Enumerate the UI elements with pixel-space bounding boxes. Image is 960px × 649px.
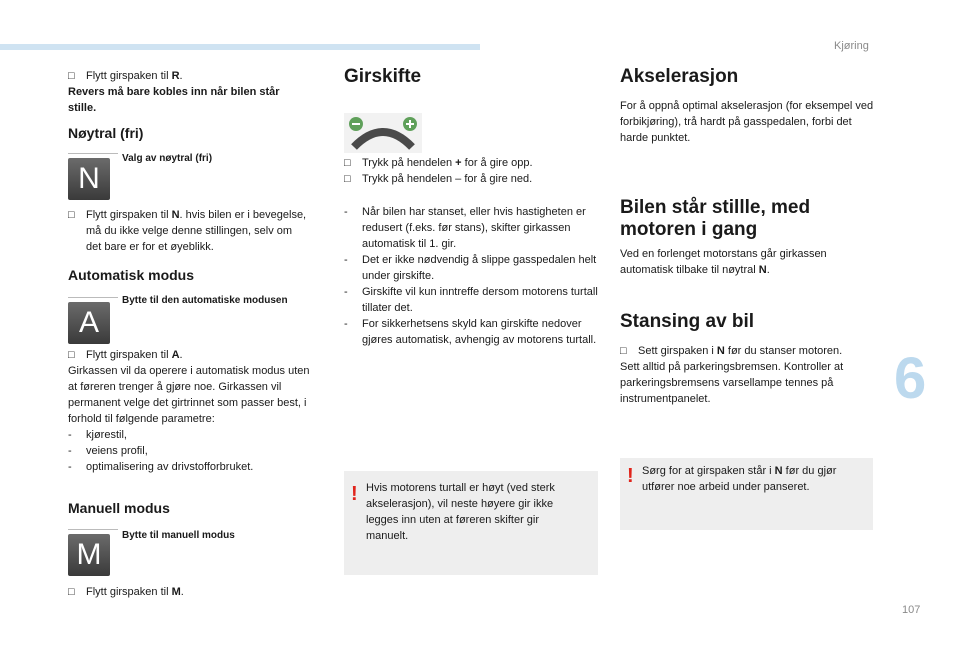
intro-bullet <box>68 68 308 84</box>
intro-bullet-text: Flytt girspaken til <box>86 70 172 82</box>
neutral-bullet-rest: . hvis bilen er i bevegelse, må du ikke velge denne stillingen, selv om det bare er for et øyeblikk. <box>86 209 307 253</box>
shift-down-bullet <box>344 171 594 187</box>
bullet-arrow-icon: □ <box>68 70 75 82</box>
gear-key-a: A <box>171 349 180 361</box>
standstill-heading-line1: Bilen står stillle, med <box>620 197 811 218</box>
list-item: - Det er ikke nødvendig å slippe gasspedalen helt under girskifte. <box>344 254 597 282</box>
neutral-caption: Valg av nøytral (fri) <box>122 153 213 164</box>
warning-box <box>344 471 598 575</box>
chapter-number: 6 <box>894 346 927 411</box>
gear-key-n: N <box>774 465 783 477</box>
standstill-heading <box>620 197 880 241</box>
stopping-bullet <box>620 343 878 359</box>
shift-up-bullet <box>344 155 594 171</box>
steering-wheel-paddles-icon <box>344 113 422 153</box>
column-1 <box>68 68 308 116</box>
list-item-text: optimalisering av drivstofforbruket. <box>86 461 254 473</box>
auto-body <box>68 347 313 475</box>
standstill-heading-line2: motoren i gang <box>620 219 758 240</box>
stopping-text: Sett alltid på parkeringsbremsen. Kontroller at parkeringsbremsens varsellampe tennes på instrumentpanelet. <box>620 361 844 405</box>
acceleration-text: For å oppnå optimal akselerasjon (for eksempel ved forbikjøring), trå hardt på gasspedalen, forbi det harde punktet. <box>620 100 874 144</box>
auto-caption: Bytte til den automatiske modusen <box>122 295 288 306</box>
stopping-body <box>620 343 878 407</box>
bullet-arrow-icon: □ <box>68 586 75 598</box>
list-item: - veiens profil, <box>68 445 148 457</box>
list-item-text: Når bilen har stanset, eller hvis hastigheten er redusert (f.eks. før stans), skifter girkassen automatisk til 1. gir. <box>362 206 586 250</box>
shifting-heading: Girskifte <box>344 66 422 87</box>
auto-bullet <box>68 347 313 363</box>
manual-bullet-text: Flytt girspaken til <box>86 586 172 598</box>
standstill-text-end: . <box>766 264 770 276</box>
shift-bullets <box>344 155 594 187</box>
manual-bullet-end: . <box>180 586 184 598</box>
warning-text: Hvis motorens turtall er høyt (ved sterk akselerasjon), vil neste høyere gir ikke legges inn uten at føreren skifter gir manuelt. <box>366 482 555 542</box>
divider <box>68 153 118 154</box>
bullet-arrow-icon: □ <box>344 157 351 169</box>
auto-text: Girkassen vil da operere i automatisk modus uten at føreren trenger å gjøre noe. Girkassen vil permanent velge det girtrinnet som passer best, i forhold til følgende parametre: <box>68 365 310 425</box>
shift-up-rest: for å gire opp. <box>461 157 533 169</box>
shift-down-text: Trykk på hendelen – for å gire ned. <box>362 173 533 185</box>
stopping-bullet-rest: før du stanser motoren. <box>724 345 843 357</box>
stopping-bullet-text: Sett girspaken i <box>638 345 717 357</box>
bullet-arrow-icon: □ <box>68 349 75 361</box>
stopping-heading: Stansing av bil <box>620 311 755 332</box>
exclamation-icon: ! <box>627 465 634 487</box>
gear-key-r: R <box>171 70 180 82</box>
gear-key-n: N <box>171 209 180 221</box>
acceleration-heading: Akselerasjon <box>620 66 739 87</box>
manual-heading: Manuell modus <box>68 500 170 516</box>
list-item-text: veiens profil, <box>86 445 148 457</box>
neutral-heading: Nøytral (fri) <box>68 125 144 141</box>
list-item-text: Girskifte vil kun inntreffe dersom motorens turtall tillater det. <box>362 286 598 314</box>
warning-text-end: før du gjør utfører noe arbeid under panseret. <box>642 465 837 493</box>
shift-up-text: Trykk på hendelen <box>362 157 456 169</box>
list-item-text: kjørestil, <box>86 429 127 441</box>
auto-mode-image: A <box>68 302 110 344</box>
neutral-mode-image: N <box>68 158 110 200</box>
warning-box <box>620 458 873 530</box>
header-accent-bar <box>0 44 480 50</box>
gear-key-n: N <box>758 264 767 276</box>
bullet-arrow-icon: □ <box>620 345 627 357</box>
list-item: - For sikkerhetsens skyld kan girskifte nedover gjøres automatisk, avhengig av motorens turtall. <box>344 318 597 346</box>
neutral-bullet-text: Flytt girspaken til <box>86 209 172 221</box>
list-item: - Girskifte vil kun inntreffe dersom motorens turtall tillater det. <box>344 286 598 314</box>
list-item: - kjørestil, <box>68 429 127 441</box>
auto-heading: Automatisk modus <box>68 267 195 283</box>
page-number: 107 <box>902 604 921 616</box>
divider <box>68 529 118 530</box>
gear-key-m: M <box>171 586 181 598</box>
standstill-text-body: Ved en forlenget motorstans går girkassen automatisk tilbake til nøytral <box>620 248 827 276</box>
list-item: - optimalisering av drivstofforbruket. <box>68 461 254 473</box>
manual-bullet <box>68 584 308 600</box>
manual-caption: Bytte til manuell modus <box>122 530 235 541</box>
warning-text-body: Sørg for at girspaken står i <box>642 465 775 477</box>
section-title: Kjøring <box>834 40 869 52</box>
list-item-text: Det er ikke nødvendig å slippe gasspedalen helt under girskifte. <box>362 254 597 282</box>
auto-bullet-text: Flytt girspaken til <box>86 349 172 361</box>
list-item: - Når bilen har stanset, eller hvis hastigheten er redusert (f.eks. før stans), skifter girkassen automatisk til 1. gir. <box>344 204 598 252</box>
shift-notes <box>344 204 598 348</box>
list-item-text: For sikkerhetsens skyld kan girskifte nedover gjøres automatisk, avhengig av motorens turtall. <box>362 318 597 346</box>
bullet-arrow-icon: □ <box>344 173 351 185</box>
neutral-bullet <box>68 207 308 255</box>
auto-bullet-end: . <box>179 349 183 361</box>
manual-mode-image: M <box>68 534 110 576</box>
bullet-arrow-icon: □ <box>68 209 75 221</box>
exclamation-icon: ! <box>351 483 358 505</box>
warning-text <box>642 463 862 495</box>
standstill-text <box>620 246 878 278</box>
intro-bullet-end: . <box>179 70 183 82</box>
plus-key: + <box>455 157 462 169</box>
divider <box>68 297 118 298</box>
reverse-note: Revers må bare kobles inn når bilen står stille. <box>68 86 280 114</box>
gear-key-n: N <box>716 345 725 357</box>
